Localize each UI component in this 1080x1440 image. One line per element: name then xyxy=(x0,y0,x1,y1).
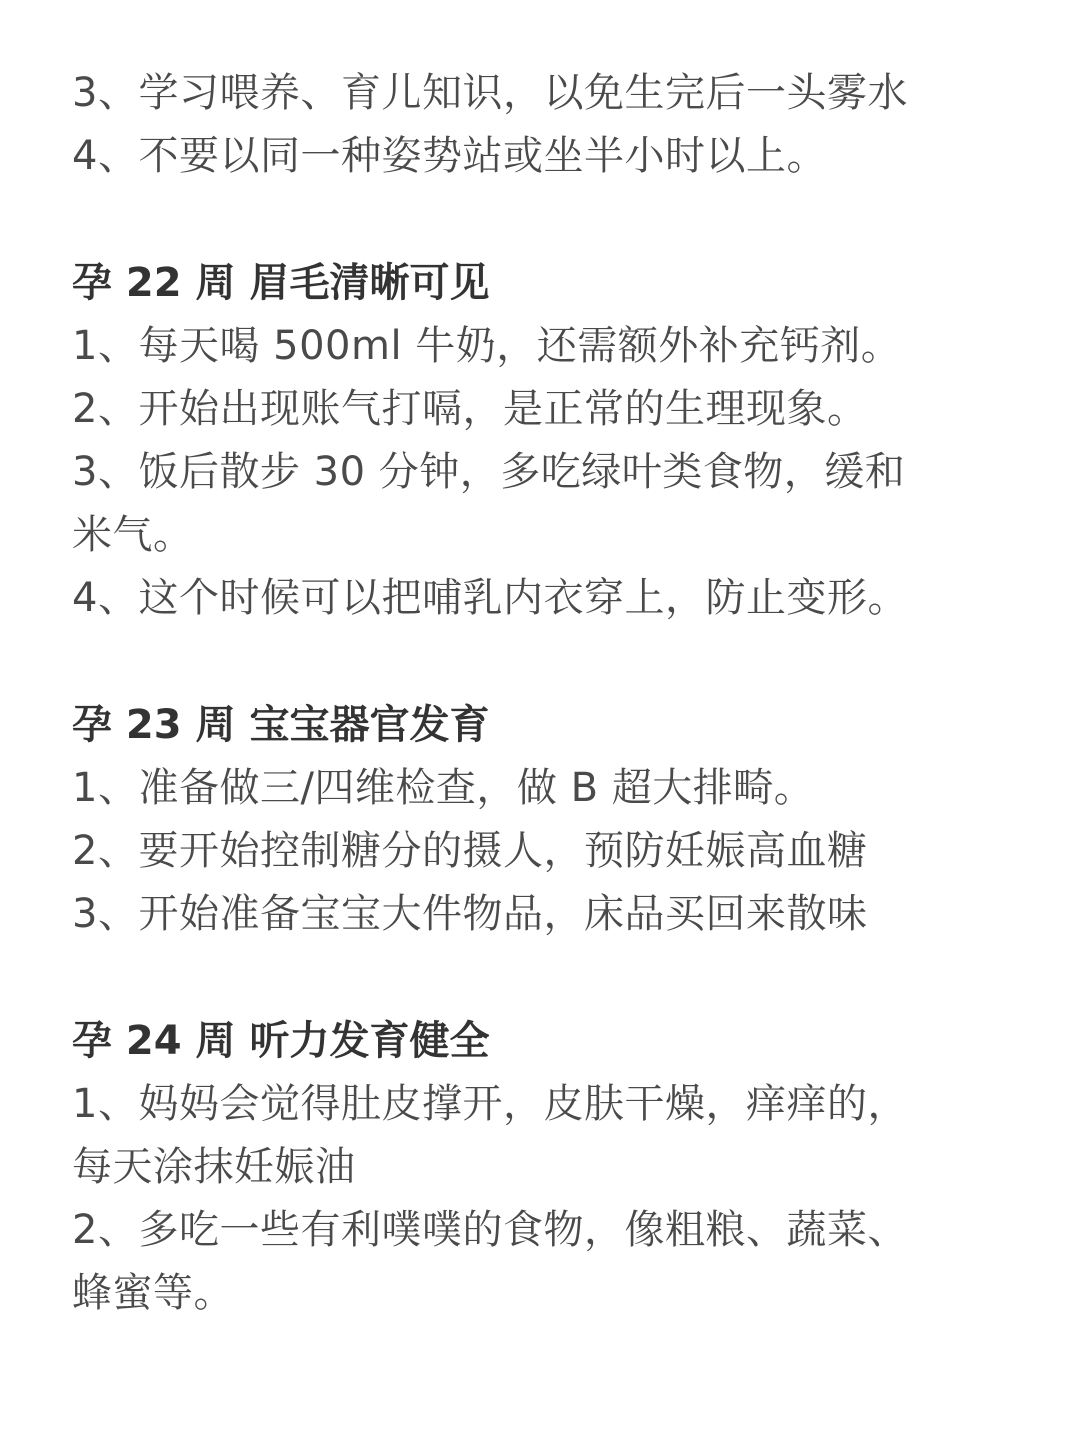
section-heading: 孕 23 周 宝宝器官发育 xyxy=(72,702,490,748)
list-item: 1、妈妈会觉得肚皮撑开，皮肤干燥，痒痒的， xyxy=(72,1081,908,1127)
section-week-22 xyxy=(72,252,1032,630)
list-item: 3、开始准备宝宝大件物品，床品买回来散味 xyxy=(72,891,868,937)
section-spacer xyxy=(72,630,1032,694)
list-item: 2、要开始控制糖分的摄人，预防妊娠高血糖 xyxy=(72,828,868,874)
intro-line: 4、不要以同一种姿势站或坐半小时以上。 xyxy=(72,133,827,179)
section-week-23 xyxy=(72,694,1032,946)
section-spacer xyxy=(72,188,1032,252)
list-item: 2、多吃一些有利噗噗的食物，像粗粮、蔬菜、 xyxy=(72,1207,908,1253)
list-item-continued: 米气。 xyxy=(72,512,194,558)
list-item: 1、准备做三/四维检查，做 B 超大排畸。 xyxy=(72,765,815,811)
section-heading: 孕 22 周 眉毛清晰可见 xyxy=(72,260,490,306)
list-item-continued: 蜂蜜等。 xyxy=(72,1270,234,1316)
section-spacer xyxy=(72,946,1032,1010)
list-item: 4、这个时候可以把哺乳内衣穿上，防止变形。 xyxy=(72,575,908,621)
section-heading: 孕 24 周 听力发育健全 xyxy=(72,1018,490,1064)
list-item: 2、开始出现账气打嗝，是正常的生理现象。 xyxy=(72,386,868,432)
section-week-24 xyxy=(72,1010,1032,1325)
intro-line: 3、学习喂养、育儿知识，以免生完后一头雾水 xyxy=(72,70,908,116)
list-item: 3、饭后散步 30 分钟，多吃绿叶类食物，缓和 xyxy=(72,449,906,495)
document-page xyxy=(72,62,1032,1325)
list-item: 1、每天喝 500ml 牛奶，还需额外补充钙剂。 xyxy=(72,323,902,369)
list-item-continued: 每天涂抹妊娠油 xyxy=(72,1144,356,1190)
intro-block xyxy=(72,62,1032,188)
